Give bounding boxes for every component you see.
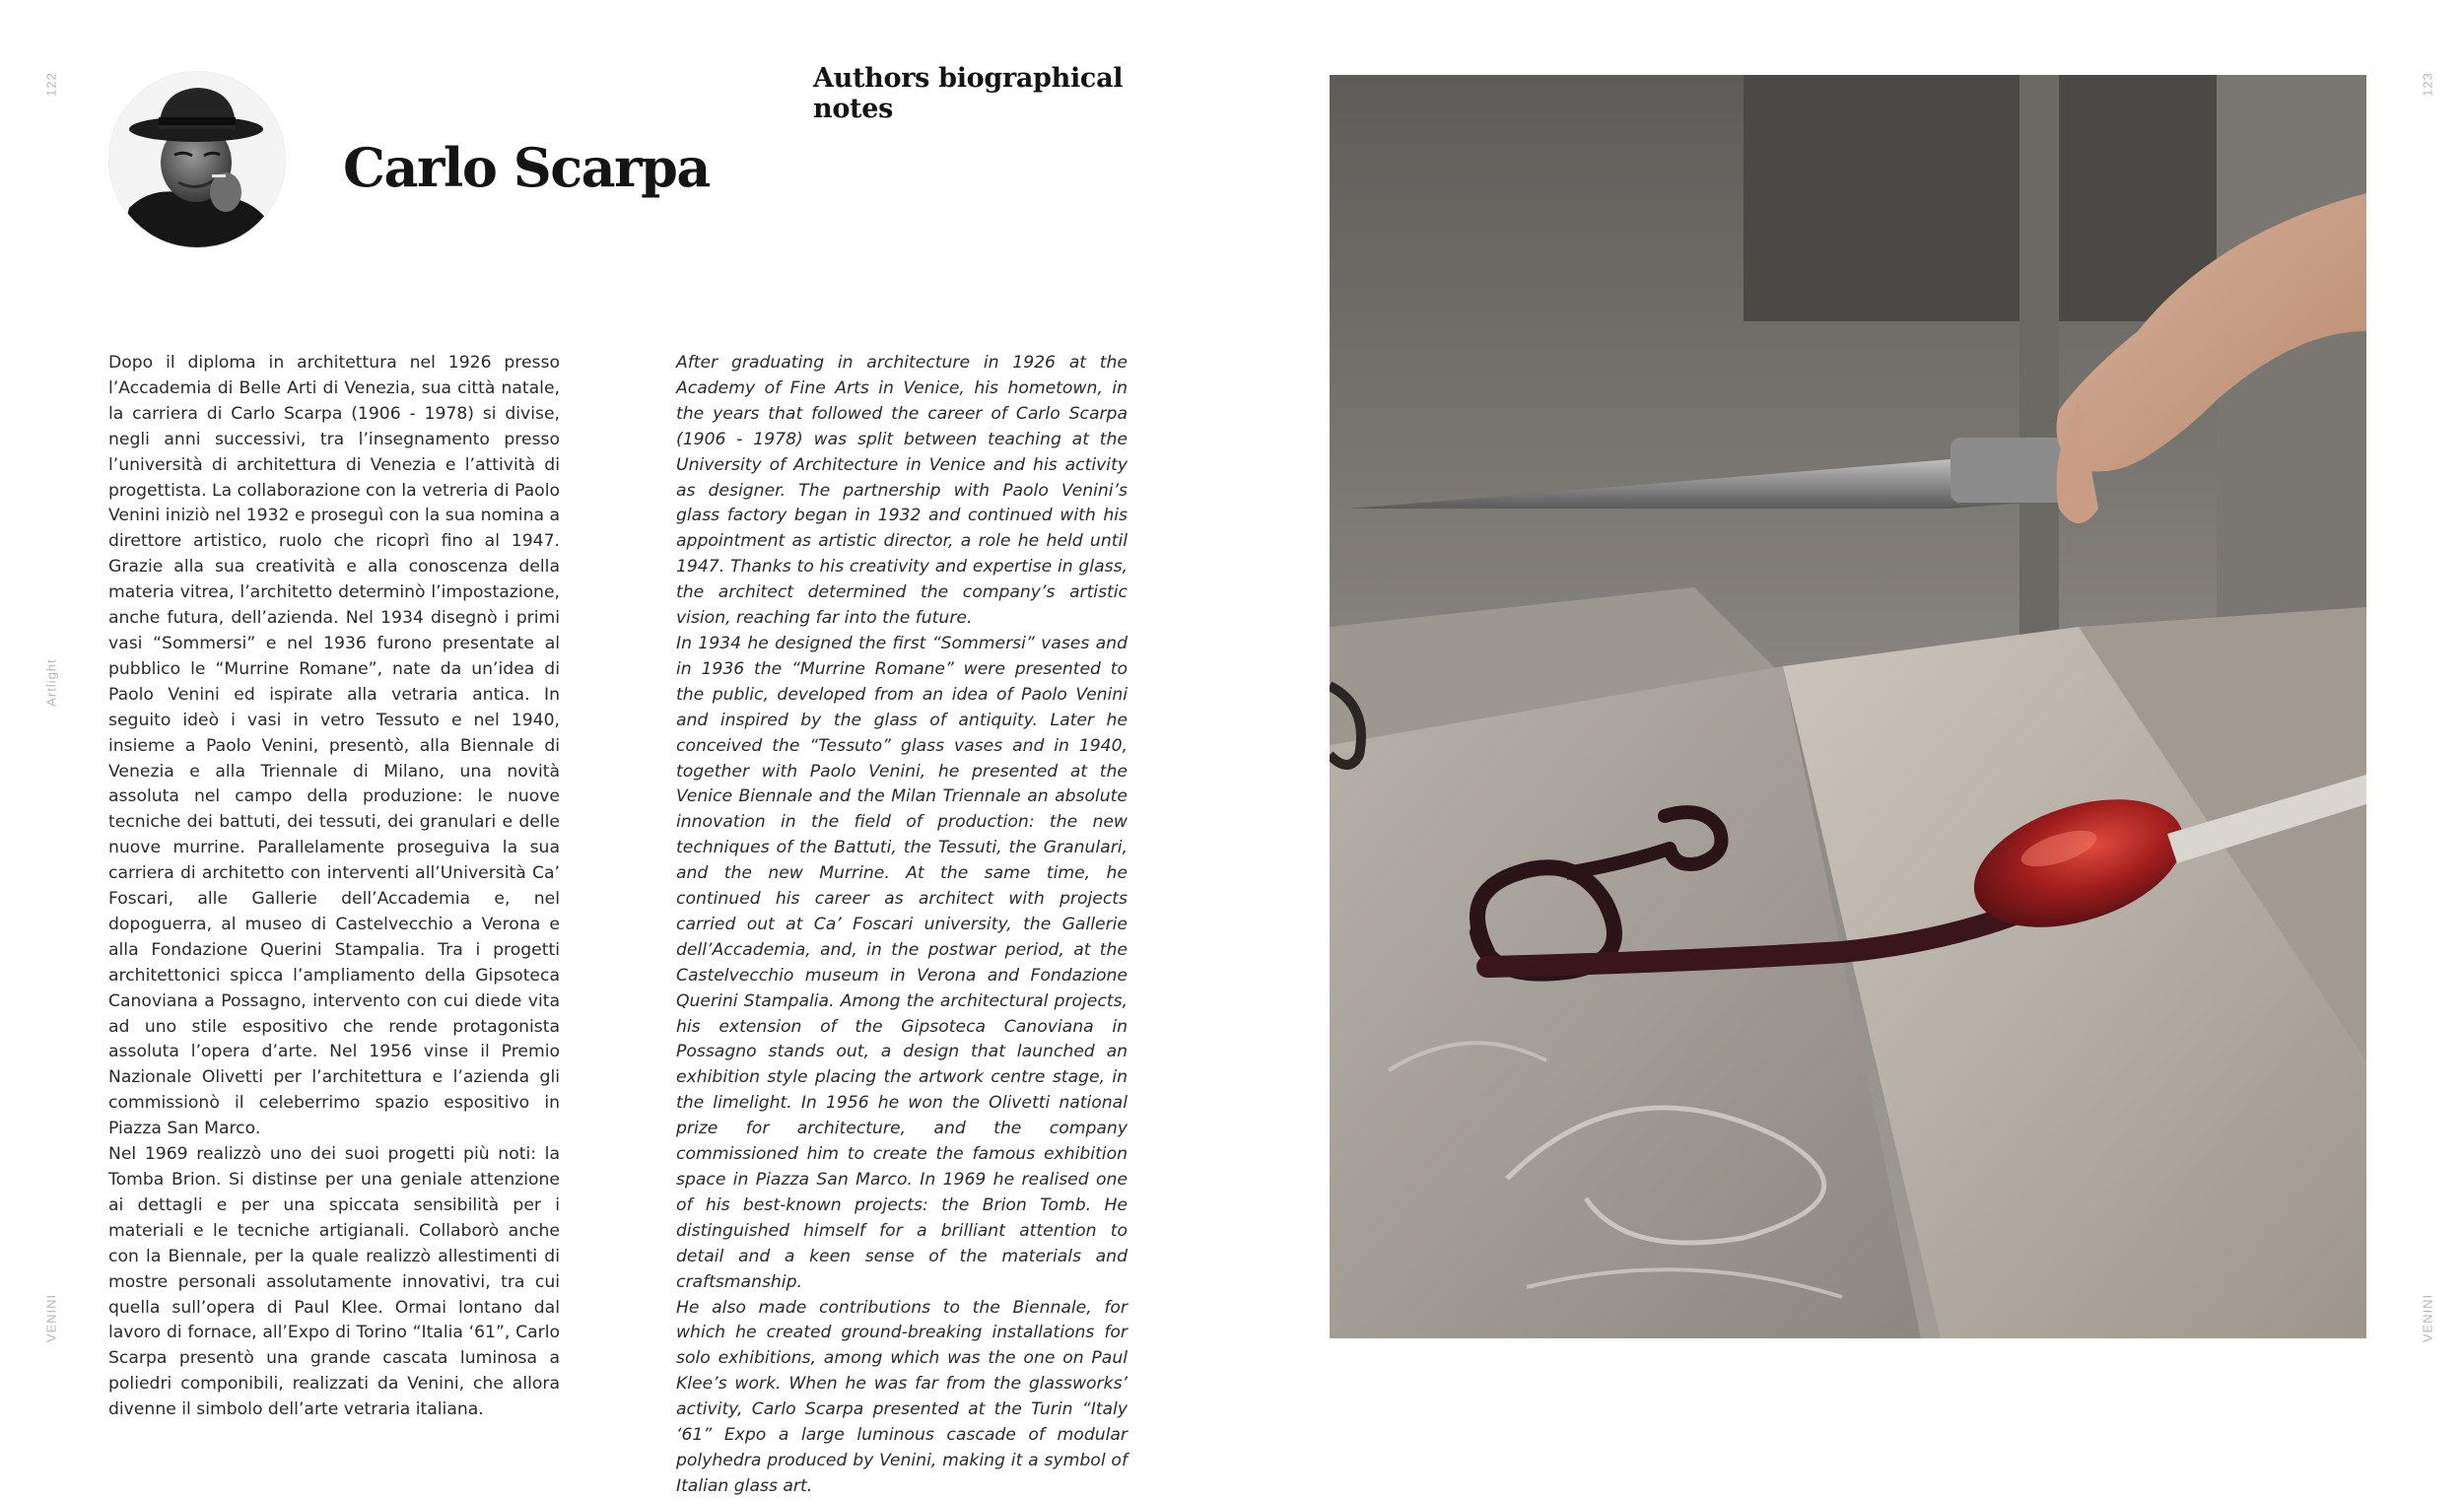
english-paragraph-1: After graduating in architecture in 1926 at the Academy of Fine Arts in Venice, his hometown, in the years that followed the career of Carlo Scarpa (1906 - 1978) was split between teaching at the University of Architecture in Venice and his activity as designer. The partnership with Paolo Venini’s glass factory began in 1932 and continued with his appointment as artistic director, a role he held until 1947. Thanks to his creativity and expertise in glass, the architect determined the company’s artistic vision, reaching far into the future. [676, 353, 1128, 629]
author-name: Carlo Scarpa [343, 136, 710, 199]
brand-label-right: VENINI [2420, 1293, 2435, 1343]
page-number-left: 122 [43, 72, 59, 97]
page-number-right: 123 [2420, 72, 2435, 97]
author-portrait [108, 71, 286, 248]
italian-paragraph-1: Dopo il diploma in architettura nel 1926 presso l’Accademia di Belle Arti di Venezia, sua città natale, la carriera di Carlo Scarpa (1906 - 1978) si divise, negli anni successivi, tra l’insegnamento presso l’università di architettura di Venezia e l’attività di progettista. La collaborazione con la vetreria di Paolo Venini iniziò nel 1932 e proseguì con la sua nomina a direttore artistico, ruolo che ricoprì fino al 1947. Grazie alla sua creatività e alla conoscenza della materia vitrea, l’architetto determinò l’impostazione, anche futura, dell’azienda. Nel 1934 disegnò i primi vasi “Sommersi” e nel 1936 furono presentate al pubblico le “Murrine Romane”, nate da un’idea di Paolo Venini ed ispirate alla vetraria antica. In seguito ideò i vasi in vetro Tessuto e nel 1940, insieme a Paolo Venini, presentò, alla Biennale di Venezia e alla Triennale di Milano, una novità assoluta nel campo della produzione: le nuove tecniche dei battuti, dei tessuti, dei granulari e delle nuove murrine. Parallelamente proseguiva la sua carriera di architetto con interventi all’Università Ca’ Foscari, alle Gallerie dell’Accademia e, nel dopoguerra, al museo di Castelvecchio a Verona e alla Fondazione Querini Stampalia. Tra i progetti architettonici spicca l’ampliamento della Gipsoteca Canoviana a Possagno, intervento con cui diede vita ad uno stile espositivo che rende protagonista assoluta l’opera d’arte. Nel 1956 vinse il Premio Nazionale Olivetti per l’architettura e l’azienda gli commissionò il celeberrimo spazio espositivo in Piazza San Marco. [108, 353, 560, 1139]
running-title: Artlight [43, 658, 59, 707]
italian-biography-column [108, 351, 560, 1423]
glassworking-photo [1330, 75, 2366, 1338]
english-paragraph-2: In 1934 he designed the first “Sommersi” vases and in 1936 the “Murrine Romane” were presented to the public, developed from an idea of Paolo Venini and inspired by the glass of antiquity. Later he conceived the “Tessuto” glass vases and in 1940, together with Paolo Venini, he presented at the Venice Biennale and the Milan Triennale an absolute innovation in the field of production: the new techniques of the Battuti, the Tessuti, the Granulari, and the new Murrine. At the same time, he continued his career as architect with projects carried out at Ca’ Foscari university, the Gallerie dell’Accademia, and, in the postwar period, at the Castelvecchio museum in Verona and Fondazione Querini Stampalia. Among the architectural projects, his extension of the Gipsoteca Canoviana in Possagno stands out, a design that launched an exhibition style placing the artwork centre stage, in the limelight. In 1956 he won the Olivetti national prize for architecture, and the company commissioned him to create the famous exhibition space in Piazza San Marco. In 1969 he realised one of his best-known projects: the Brion Tomb. He distinguished himself for a brilliant attention to detail and a keen sense of the materials and craftsmanship. [676, 633, 1128, 1292]
english-biography-column [676, 351, 1128, 1500]
section-title: Authors biographical notes [813, 63, 1124, 124]
italian-paragraph-2: Nel 1969 realizzò uno dei suoi progetti più noti: la Tomba Brion. Si distinse per una geniale attenzione ai dettagli e per una spiccata sensibilità per i materiali e le tecniche artigianali. Collaborò anche con la Biennale, per la quale realizzò allestimenti di mostre personali assolutamente innovativi, tra cui quella sull’opera di Paul Klee. Ormai lontano dal lavoro di fornace, all’Expo di Torino “Italia ‘61”, Carlo Scarpa presentò una grande cascata luminosa a poliedri componibili, realizzati da Venini, che allora divenne il simbolo dell’arte vetraria italiana. [108, 1144, 560, 1420]
brand-label-left: VENINI [43, 1293, 59, 1343]
english-paragraph-3: He also made contributions to the Biennale, for which he created ground-breaking installations for solo exhibitions, among which was the one on Paul Klee’s work. When he was far from the glassworks’ activity, Carlo Scarpa presented at the Turin “Italy ‘61” Expo a large luminous cascade of modular polyhedra produced by Venini, making it a symbol of Italian glass art. [676, 1297, 1128, 1496]
